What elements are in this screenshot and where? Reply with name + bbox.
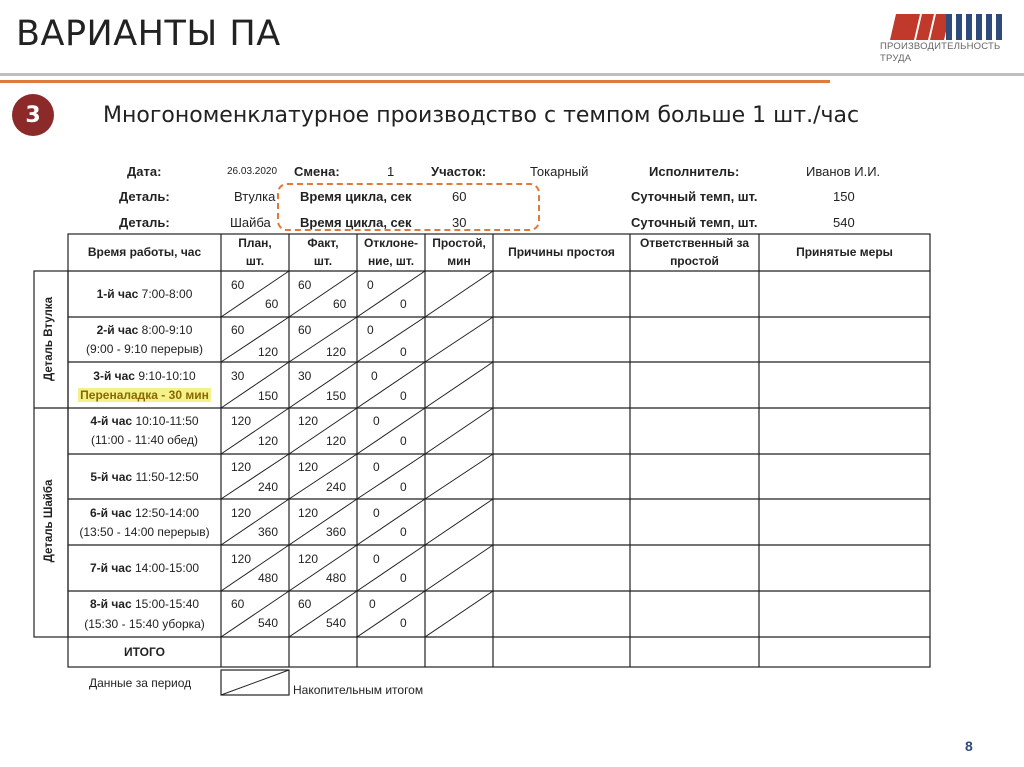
- table-row-4-time: 4-й час 10:10-11:50: [90, 414, 199, 428]
- daily2-label: Суточный темп, шт.: [631, 215, 758, 230]
- row-6-plan: 120: [231, 506, 252, 520]
- row-7-dev: 0: [373, 552, 380, 566]
- header-measures: Принятые меры: [796, 245, 893, 259]
- row-7-plan: 120: [231, 552, 252, 566]
- row-4-plan-cum: 120: [258, 434, 279, 448]
- header-fact: Факт, шт.: [307, 236, 339, 268]
- logo-text: ПРОИЗВОДИТЕЛЬНОСТЬ ТРУДА: [880, 41, 1001, 64]
- row-6-fact-cum: 360: [326, 525, 347, 539]
- header-deviation: Отклоне- ние, шт.: [363, 236, 419, 268]
- row-8-dev: 0: [369, 597, 376, 611]
- executor-value: Иванов И.И.: [806, 164, 881, 179]
- detail1-label: Деталь:: [119, 189, 170, 204]
- changeover-highlight: Переналадка - 30 мин: [80, 388, 209, 402]
- table-row-6-time: 6-й час 12:50-14:00: [89, 506, 200, 520]
- header-responsible: Ответственный за простой: [639, 236, 750, 268]
- row-7-fact-cum: 480: [326, 571, 347, 585]
- slide-subtitle: Многономенклатурное производство с темпом больше 1 шт./час: [103, 103, 860, 128]
- table-row-1-time: 1-й час 7:00-8:00: [96, 287, 193, 301]
- row-3-fact-cum: 150: [326, 389, 347, 403]
- row-3-dev-cum: 0: [400, 389, 407, 403]
- row-1-plan-cum: 60: [265, 297, 279, 311]
- date-label: Дата:: [127, 164, 162, 179]
- table-row-2-note: (9:00 - 9:10 перерыв): [86, 342, 203, 356]
- row-2-plan: 60: [231, 323, 245, 337]
- detail2-value: Шайба: [230, 215, 271, 230]
- table-row-5-time: 5-й час 11:50-12:50: [90, 470, 199, 484]
- row-3-dev: 0: [371, 369, 378, 383]
- header-plan: План, шт.: [238, 236, 272, 268]
- row-1-dev: 0: [367, 278, 374, 292]
- row-6-dev-cum: 0: [400, 525, 407, 539]
- row-1-dev-cum: 0: [400, 297, 407, 311]
- detail1-value: Втулка: [234, 189, 276, 204]
- table-row-3-time: 3-й час 9:10-10:10: [93, 369, 196, 383]
- table-row-7-time: 7-й час 14:00-15:00: [89, 561, 200, 575]
- date-value: 26.03.2020: [227, 166, 278, 177]
- row-5-dev-cum: 0: [400, 480, 407, 494]
- row-3-fact: 30: [298, 369, 312, 383]
- row-4-plan: 120: [231, 414, 252, 428]
- table-row-2-time: 2-й час 8:00-9:10: [96, 323, 193, 337]
- row-4-fact-cum: 120: [326, 434, 347, 448]
- row-7-fact: 120: [298, 552, 319, 566]
- header-reasons: Причины простоя: [508, 245, 615, 259]
- cycle1-value: 60: [452, 189, 467, 204]
- table-row-8-note: (15:30 - 15:40 уборка): [84, 617, 205, 631]
- slide-title: ВАРИАНТЫ ПА: [16, 14, 281, 54]
- legend-cumulative-label: Накопительным итогом: [293, 683, 424, 697]
- table-row-3-note: [68, 385, 221, 406]
- row-2-plan-cum: 120: [258, 345, 279, 359]
- row-7-plan-cum: 480: [258, 571, 279, 585]
- legend-period-label: Данные за период: [89, 676, 192, 690]
- total-row-label: ИТОГО: [124, 645, 165, 659]
- group-label-shaiba: Деталь Шайба: [43, 479, 55, 563]
- row-6-fact: 120: [298, 506, 319, 520]
- area-label: Участок:: [431, 164, 487, 179]
- row-3-plan-cum: 150: [258, 389, 279, 403]
- step-number-badge: 3: [12, 94, 54, 136]
- row-2-fact: 60: [298, 323, 312, 337]
- row-8-plan: 60: [231, 597, 245, 611]
- page-number: 8: [965, 738, 973, 754]
- row-7-dev-cum: 0: [400, 571, 407, 585]
- row-1-plan: 60: [231, 278, 245, 292]
- shift-label: Смена:: [294, 164, 340, 179]
- row-5-plan-cum: 240: [258, 480, 279, 494]
- table-row-4-note: (11:00 - 11:40 обед): [90, 433, 199, 447]
- area-value: Токарный: [530, 164, 589, 179]
- row-2-fact-cum: 120: [326, 345, 347, 359]
- header-idle: Простой, мин: [432, 236, 486, 268]
- row-2-dev-cum: 0: [400, 345, 407, 359]
- table-row-6-note: (13:50 - 14:00 перерыв): [79, 525, 210, 539]
- shift-value: 1: [387, 164, 395, 179]
- executor-label: Исполнитель:: [649, 164, 740, 179]
- row-4-dev: 0: [373, 414, 380, 428]
- daily2-value: 540: [833, 215, 855, 230]
- detail2-label: Деталь:: [119, 215, 170, 230]
- row-5-fact-cum: 240: [326, 480, 347, 494]
- row-8-fact: 60: [298, 597, 312, 611]
- row-8-fact-cum: 540: [326, 616, 347, 630]
- row-8-plan-cum: 540: [258, 616, 279, 630]
- row-6-dev: 0: [373, 506, 380, 520]
- cycle1-label: Время цикла, сек: [300, 189, 412, 204]
- daily1-label: Суточный темп, шт.: [631, 189, 758, 204]
- header-time: Время работы, час: [87, 245, 202, 259]
- row-1-fact-cum: 60: [333, 297, 347, 311]
- group-label-vtulka: Деталь Втулка: [43, 297, 55, 381]
- cycle2-label: Время цикла, сек: [300, 215, 412, 230]
- row-4-dev-cum: 0: [400, 434, 407, 448]
- row-6-plan-cum: 360: [258, 525, 279, 539]
- row-4-fact: 120: [298, 414, 319, 428]
- daily1-value: 150: [833, 189, 855, 204]
- row-5-plan: 120: [231, 460, 252, 474]
- row-2-dev: 0: [367, 323, 374, 337]
- cycle2-value: 30: [452, 215, 467, 230]
- table-row-8-time: 8-й час 15:00-15:40: [89, 597, 200, 611]
- row-5-fact: 120: [298, 460, 319, 474]
- row-1-fact: 60: [298, 278, 312, 292]
- row-5-dev: 0: [373, 460, 380, 474]
- row-3-plan: 30: [231, 369, 245, 383]
- row-8-dev-cum: 0: [400, 616, 407, 630]
